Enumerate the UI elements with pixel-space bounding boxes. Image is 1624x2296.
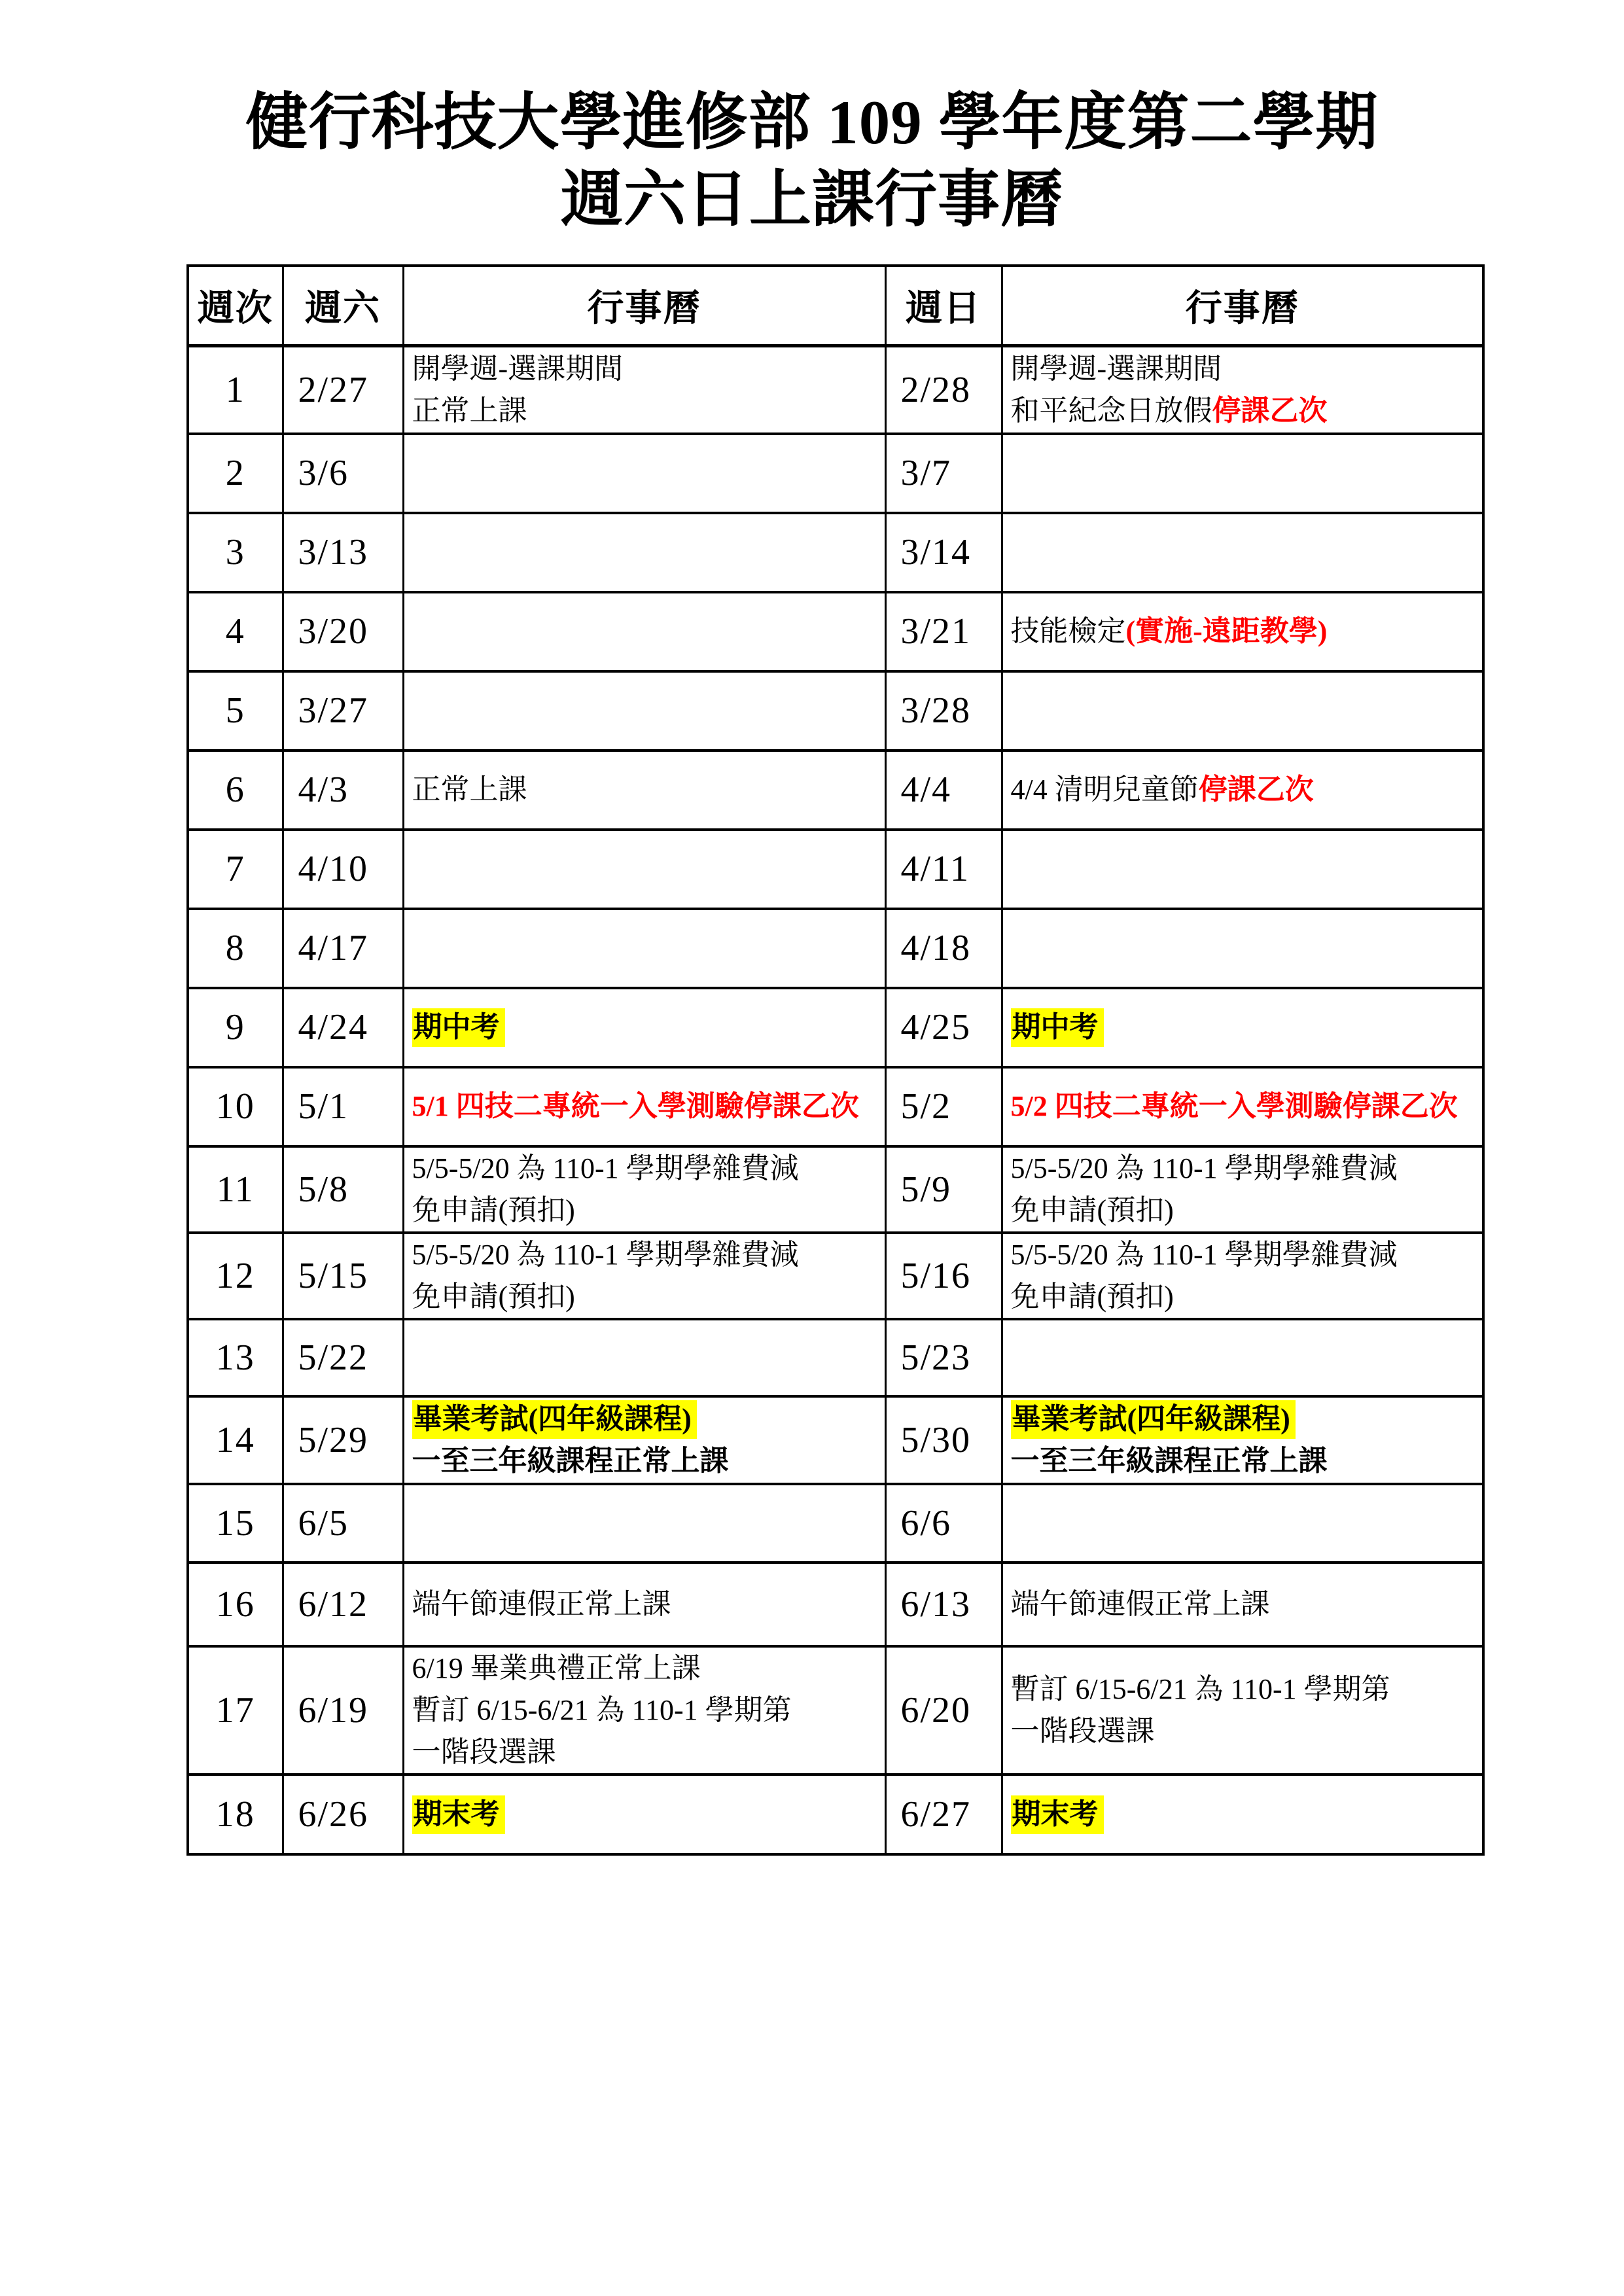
event-text: 開學週-選課期間 [1010, 352, 1222, 385]
col-header-week: 週次 [188, 266, 283, 346]
col-header-calendar-sat: 行事曆 [403, 266, 885, 346]
event-text-highlight: 畢業考試(四年級課程) [412, 1400, 697, 1439]
event-line [412, 1648, 882, 1689]
table-row-week-7 [188, 830, 1483, 909]
event-text: 一至三年級課程正常上課 [412, 1444, 729, 1477]
saturday-events-cell [403, 909, 885, 988]
event-line [412, 1398, 882, 1440]
event-line [412, 1731, 882, 1773]
event-text-highlight: 畢業考試(四年級課程) [1011, 1400, 1296, 1439]
saturday-date-cell: 4/24 [283, 988, 403, 1067]
sunday-events-cell [1002, 1319, 1483, 1396]
event-text: 暫訂 6/15-6/21 為 110-1 學期第 [1010, 1672, 1390, 1705]
sunday-events-cell [1002, 1646, 1483, 1775]
event-text: 5/5-5/20 為 110-1 學期學雜費減 [1010, 1238, 1398, 1271]
table-row-week-18 [188, 1775, 1483, 1854]
event-line [1011, 1276, 1480, 1318]
saturday-events-cell [403, 671, 885, 751]
event-text-red: 5/2 四技二專統一入學測驗停課乙次 [1010, 1090, 1458, 1122]
event-text: 一階段選課 [412, 1735, 556, 1768]
event-line [1011, 1190, 1480, 1231]
table-row-week-15 [188, 1484, 1483, 1563]
event-text-red: 停課乙次 [1198, 773, 1314, 805]
table-row-week-10 [188, 1067, 1483, 1146]
sunday-events-cell [1002, 988, 1483, 1067]
table-row-week-3 [188, 513, 1483, 592]
saturday-date-cell: 3/6 [283, 434, 403, 513]
sunday-date-cell: 3/21 [885, 592, 1002, 671]
saturday-date-cell: 2/27 [283, 346, 403, 434]
event-line [1011, 390, 1480, 432]
week-number-cell: 1 [188, 346, 283, 434]
event-line [1011, 1669, 1480, 1710]
event-line [1011, 1234, 1480, 1276]
event-line [412, 1276, 882, 1318]
event-text: 正常上課 [412, 394, 527, 427]
event-text-red: 5/1 四技二專統一入學測驗停課乙次 [412, 1090, 859, 1122]
event-text: 免申請(預扣) [412, 1280, 575, 1313]
event-text: 5/5-5/20 為 110-1 學期學雜費減 [412, 1152, 799, 1184]
week-number-cell: 6 [188, 751, 283, 830]
sunday-events-cell [1002, 346, 1483, 434]
sunday-events-cell [1002, 1775, 1483, 1854]
week-number-cell: 18 [188, 1775, 283, 1854]
event-text: 和平紀念日放假 [1010, 394, 1212, 427]
event-line [412, 348, 882, 390]
week-number-cell: 2 [188, 434, 283, 513]
sunday-events-cell [1002, 909, 1483, 988]
event-line [412, 1086, 882, 1127]
col-header-sunday: 週日 [885, 266, 1002, 346]
week-number-cell: 14 [188, 1396, 283, 1484]
event-line [412, 1148, 882, 1190]
sunday-events-cell [1002, 434, 1483, 513]
saturday-events-cell [403, 1563, 885, 1646]
sunday-events-cell [1002, 1146, 1483, 1233]
table-row-week-2 [188, 434, 1483, 513]
sunday-date-cell: 5/23 [885, 1319, 1002, 1396]
event-line [412, 1440, 882, 1482]
week-number-cell: 16 [188, 1563, 283, 1646]
sunday-date-cell: 5/16 [885, 1233, 1002, 1319]
event-line [1011, 1583, 1480, 1625]
week-number-cell: 17 [188, 1646, 283, 1775]
table-row-week-1 [188, 346, 1483, 434]
saturday-date-cell: 5/29 [283, 1396, 403, 1484]
sunday-date-cell: 3/28 [885, 671, 1002, 751]
event-line [412, 390, 882, 432]
table-row-week-14 [188, 1396, 1483, 1484]
event-line [412, 1234, 882, 1276]
saturday-date-cell: 6/5 [283, 1484, 403, 1563]
col-header-saturday: 週六 [283, 266, 403, 346]
event-line [1011, 1148, 1480, 1190]
saturday-events-cell [403, 1396, 885, 1484]
week-number-cell: 4 [188, 592, 283, 671]
sunday-date-cell: 6/13 [885, 1563, 1002, 1646]
sunday-events-cell [1002, 671, 1483, 751]
saturday-date-cell: 6/26 [283, 1775, 403, 1854]
saturday-events-cell [403, 988, 885, 1067]
event-text-highlight: 期末考 [1011, 1795, 1104, 1834]
event-text-highlight: 期末考 [412, 1795, 505, 1834]
sunday-events-cell [1002, 1396, 1483, 1484]
document-title [0, 0, 1624, 238]
sunday-date-cell: 4/25 [885, 988, 1002, 1067]
event-text: 4/4 清明兒童節 [1010, 773, 1199, 805]
table-row-week-13 [188, 1319, 1483, 1396]
table-row-week-8 [188, 909, 1483, 988]
sunday-date-cell: 4/11 [885, 830, 1002, 909]
saturday-events-cell [403, 1646, 885, 1775]
event-line [412, 769, 882, 811]
event-line [1011, 1398, 1480, 1440]
event-text-highlight: 期中考 [1011, 1008, 1104, 1047]
saturday-events-cell [403, 1067, 885, 1146]
table-row-week-5 [188, 671, 1483, 751]
event-text: 一至三年級課程正常上課 [1010, 1444, 1328, 1477]
event-line [1011, 348, 1480, 390]
week-number-cell: 5 [188, 671, 283, 751]
event-text: 端午節連假正常上課 [412, 1587, 671, 1620]
saturday-date-cell: 3/13 [283, 513, 403, 592]
event-line [1011, 1086, 1480, 1127]
week-number-cell: 12 [188, 1233, 283, 1319]
saturday-events-cell [403, 830, 885, 909]
week-number-cell: 9 [188, 988, 283, 1067]
saturday-date-cell: 6/12 [283, 1563, 403, 1646]
sunday-events-cell [1002, 1563, 1483, 1646]
sunday-events-cell [1002, 751, 1483, 830]
sunday-date-cell: 2/28 [885, 346, 1002, 434]
saturday-date-cell: 3/20 [283, 592, 403, 671]
table-row-week-9 [188, 988, 1483, 1067]
event-text: 開學週-選課期間 [412, 352, 624, 385]
event-text: 免申請(預扣) [1010, 1193, 1174, 1226]
saturday-events-cell [403, 513, 885, 592]
event-text-red: 停課乙次 [1212, 394, 1328, 427]
saturday-events-cell [403, 1233, 885, 1319]
sunday-events-cell [1002, 513, 1483, 592]
event-text: 一階段選課 [1010, 1714, 1155, 1747]
sunday-date-cell: 3/7 [885, 434, 1002, 513]
event-text-highlight: 期中考 [412, 1008, 505, 1047]
sunday-events-cell [1002, 830, 1483, 909]
saturday-date-cell: 3/27 [283, 671, 403, 751]
event-line [412, 1006, 882, 1048]
table-row-week-11 [188, 1146, 1483, 1233]
event-text: 5/5-5/20 為 110-1 學期學雜費減 [1010, 1152, 1398, 1184]
saturday-events-cell [403, 592, 885, 671]
saturday-events-cell [403, 346, 885, 434]
event-text: 正常上課 [412, 773, 527, 805]
event-line [1011, 1793, 1480, 1835]
saturday-events-cell [403, 1775, 885, 1854]
table-row-week-17 [188, 1646, 1483, 1775]
saturday-date-cell: 5/15 [283, 1233, 403, 1319]
saturday-date-cell: 4/17 [283, 909, 403, 988]
event-text: 5/5-5/20 為 110-1 學期學雜費減 [412, 1238, 799, 1271]
saturday-date-cell: 5/22 [283, 1319, 403, 1396]
week-number-cell: 11 [188, 1146, 283, 1233]
event-line [1011, 1710, 1480, 1752]
week-number-cell: 7 [188, 830, 283, 909]
event-line [412, 1190, 882, 1231]
sunday-date-cell: 5/2 [885, 1067, 1002, 1146]
week-number-cell: 10 [188, 1067, 283, 1146]
sunday-date-cell: 5/9 [885, 1146, 1002, 1233]
document-title-line1: 健行科技大學進修部 109 學年度第二學期 [245, 88, 1379, 157]
saturday-date-cell: 4/3 [283, 751, 403, 830]
sunday-events-cell [1002, 1484, 1483, 1563]
saturday-events-cell [403, 1146, 885, 1233]
event-text: 端午節連假正常上課 [1010, 1587, 1270, 1620]
sunday-date-cell: 6/27 [885, 1775, 1002, 1854]
event-text: 技能檢定 [1010, 615, 1126, 647]
sunday-date-cell: 6/20 [885, 1646, 1002, 1775]
saturday-events-cell [403, 1319, 885, 1396]
table-row-week-6 [188, 751, 1483, 830]
sunday-date-cell: 3/14 [885, 513, 1002, 592]
saturday-events-cell [403, 751, 885, 830]
saturday-events-cell [403, 434, 885, 513]
document-title-line2: 週六日上課行事曆 [560, 165, 1063, 234]
event-text-red: (實施-遠距教學) [1125, 615, 1328, 647]
event-line [1011, 610, 1480, 652]
sunday-date-cell: 5/30 [885, 1396, 1002, 1484]
header-row [188, 266, 1483, 346]
sunday-events-cell [1002, 1233, 1483, 1319]
week-number-cell: 15 [188, 1484, 283, 1563]
event-text: 6/19 畢業典禮正常上課 [412, 1651, 701, 1684]
event-line [1011, 1006, 1480, 1048]
sunday-date-cell: 4/18 [885, 909, 1002, 988]
calendar-table [186, 264, 1485, 1856]
saturday-date-cell: 5/8 [283, 1146, 403, 1233]
event-line [412, 1689, 882, 1731]
col-header-calendar-sun: 行事曆 [1002, 266, 1483, 346]
event-line [1011, 1440, 1480, 1482]
table-row-week-16 [188, 1563, 1483, 1646]
event-line [1011, 769, 1480, 811]
sunday-date-cell: 6/6 [885, 1484, 1002, 1563]
saturday-events-cell [403, 1484, 885, 1563]
saturday-date-cell: 4/10 [283, 830, 403, 909]
event-line [412, 1583, 882, 1625]
week-number-cell: 13 [188, 1319, 283, 1396]
week-number-cell: 3 [188, 513, 283, 592]
event-line [412, 1793, 882, 1835]
event-text: 免申請(預扣) [412, 1193, 575, 1226]
sunday-events-cell [1002, 592, 1483, 671]
table-row-week-4 [188, 592, 1483, 671]
event-text: 暫訂 6/15-6/21 為 110-1 學期第 [412, 1693, 792, 1726]
sunday-date-cell: 4/4 [885, 751, 1002, 830]
saturday-date-cell: 5/1 [283, 1067, 403, 1146]
sunday-events-cell [1002, 1067, 1483, 1146]
table-row-week-12 [188, 1233, 1483, 1319]
saturday-date-cell: 6/19 [283, 1646, 403, 1775]
calendar-body [188, 346, 1483, 1854]
event-text: 免申請(預扣) [1010, 1280, 1174, 1313]
week-number-cell: 8 [188, 909, 283, 988]
